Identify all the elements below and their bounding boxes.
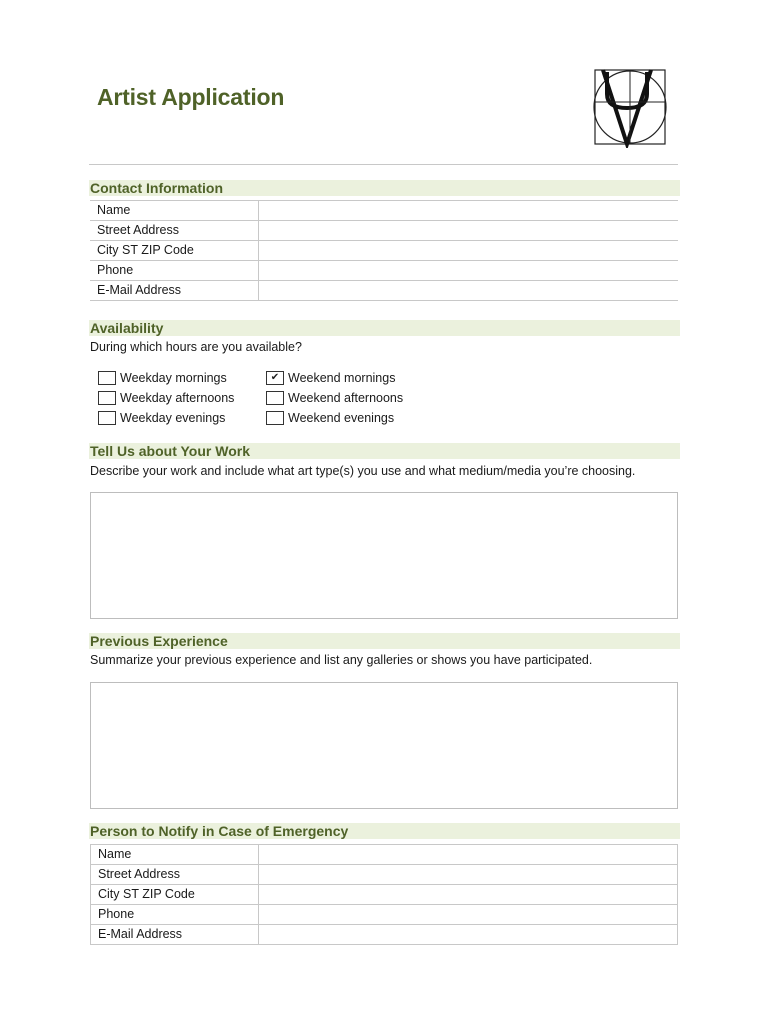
contact-heading: Contact Information [89,180,680,196]
table-row [90,261,678,281]
name-field[interactable] [258,201,678,221]
checkbox-option[interactable] [266,388,403,408]
work-description-textarea[interactable] [90,492,678,619]
checkbox-label: Weekday evenings [120,411,226,425]
checkbox-option[interactable] [98,368,234,388]
weekday-options [98,368,234,428]
field-label: E-Mail Address [91,925,259,945]
table-row [91,845,678,865]
table-row [91,905,678,925]
page-title: Artist Application [97,84,285,110]
experience-prompt: Summarize your previous experience and list any galleries or shows you have participated. [90,653,593,667]
table-row [90,241,678,261]
experience-heading: Previous Experience [89,633,680,649]
table-row [90,201,678,221]
weekend-afternoons-checkbox[interactable] [266,391,284,405]
phone-field[interactable] [258,261,678,281]
field-label: Name [91,845,259,865]
table-row [90,281,678,301]
weekend-options [266,368,403,428]
checkbox-label: Weekday afternoons [120,391,235,405]
uv-logo [591,66,671,148]
checkbox-option[interactable] [266,408,403,428]
checkbox-option[interactable] [98,388,234,408]
field-label: Phone [91,905,259,925]
field-label: Street Address [91,865,259,885]
field-label: Street Address [90,221,258,241]
experience-textarea[interactable] [90,682,678,809]
availability-prompt: During which hours are you available? [90,340,302,354]
weekday-afternoons-checkbox[interactable] [98,391,116,405]
emergency-heading: Person to Notify in Case of Emergency [89,823,680,839]
weekend-mornings-checkbox[interactable]: ✔ [266,371,284,385]
emergency-table [90,844,678,945]
weekday-evenings-checkbox[interactable] [98,411,116,425]
city-state-zip-field[interactable] [258,241,678,261]
checkbox-option[interactable] [266,368,403,388]
weekend-evenings-checkbox[interactable] [266,411,284,425]
field-label: Phone [90,261,258,281]
field-label: City ST ZIP Code [91,885,259,905]
table-row [91,925,678,945]
emergency-city-state-zip-field[interactable] [259,885,678,905]
weekday-mornings-checkbox[interactable] [98,371,116,385]
checkbox-option[interactable] [98,408,234,428]
work-prompt: Describe your work and include what art type(s) you use and what medium/media you’re choosing. [90,464,636,478]
field-label: City ST ZIP Code [90,241,258,261]
emergency-phone-field[interactable] [259,905,678,925]
field-label: E-Mail Address [90,281,258,301]
checkbox-label: Weekend evenings [288,411,395,425]
field-label: Name [90,201,258,221]
emergency-email-field[interactable] [259,925,678,945]
table-row [91,865,678,885]
checkbox-label: Weekend afternoons [288,391,404,405]
contact-table [90,200,678,301]
checkbox-label: Weekday mornings [120,371,227,385]
checkbox-label: Weekend mornings [288,371,396,385]
street-address-field[interactable] [258,221,678,241]
emergency-name-field[interactable] [259,845,678,865]
table-row [90,221,678,241]
availability-heading: Availability [89,320,680,336]
work-heading: Tell Us about Your Work [89,443,680,459]
email-field[interactable] [258,281,678,301]
emergency-street-address-field[interactable] [259,865,678,885]
header-divider [89,164,678,165]
table-row [91,885,678,905]
